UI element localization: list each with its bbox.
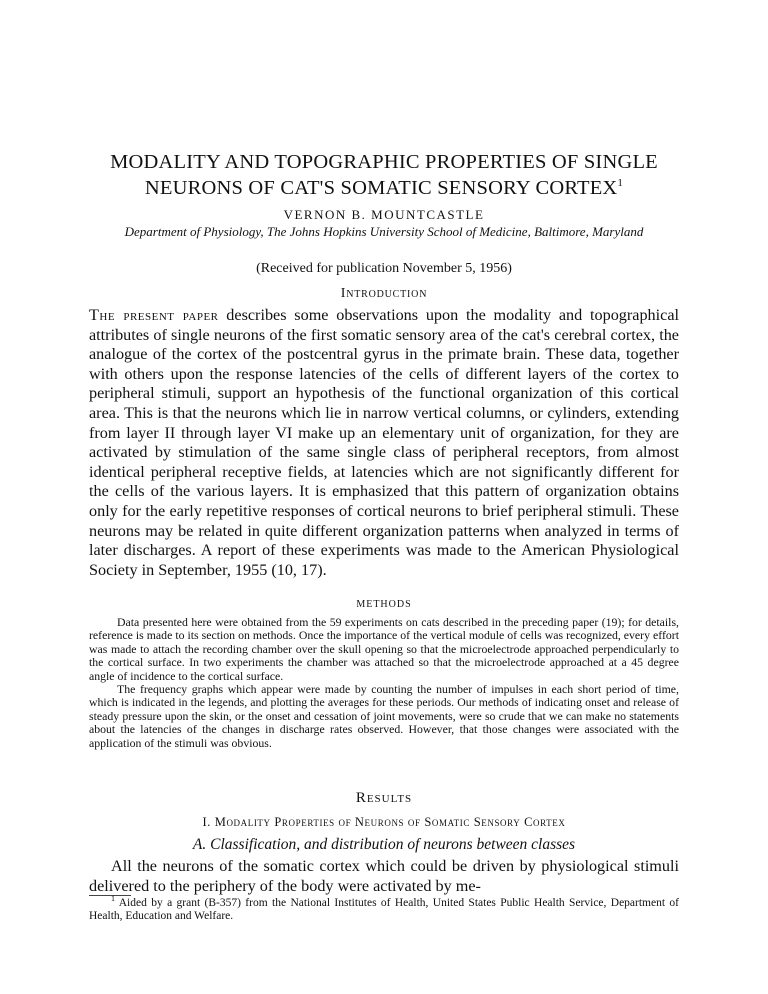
footnote-text: Aided by a grant (B-357) from the National Institutes of Health, United States Public Health Service, Department of Health, Education and Welfare. [89, 897, 679, 923]
introduction-paragraph [89, 306, 679, 580]
introduction-text: describes some observations upon the modality and topographical attributes of single neurons of the first somatic sensory area of the cat's cerebral cortex, the analogue of the cortex of the postcentral gyrus in the primate brain. These data, together with others upon the response latencies of the cells of different layers of the cortex to peripheral stimuli, support an hypothesis of the functional organization of this cortical area. This is that the neurons which lie in narrow vertical columns, or cylinders, extending from layer II through layer VI make up an elementary unit of organization, for they are activated by stimulation of the same single class of peripheral receptors, from almost identical peripheral receptive fields, at latencies which are not significantly different for the cells of the various layers. It is emphasized that this pattern of organization obtains only for the early repetitive responses of cortical neurons to brief peripheral stimuli. These neurons may be related in quite different organization patterns when analyzed in terms of later discharges. A report of these experiments was made to the American Physiological Society in September, 1955 (10, 17). [89, 306, 680, 579]
footnote-mark: 1 [111, 894, 115, 904]
title-line-2-text: NEURONS OF CAT'S SOMATIC SENSORY CORTEX [144, 177, 618, 199]
title-footnote-mark: 1 [617, 177, 624, 190]
title-line-2 [60, 175, 708, 201]
title-line-1: MODALITY AND TOPOGRAPHIC PROPERTIES OF SINGLE [110, 151, 658, 173]
methods-paragraph-1: Data presented here were obtained from the 59 experiments on cats described in the preceding paper (19); for details, reference is made to its section on methods. Once the importance of the vertical module of cells was recognized, every effort was made to attach the recording chamber over the skull opening so that the microelectrode approached perpendicularly to the cortical surface. In two experiments the chamber was attached so that the microelectrode approached at a 45 degree angle of incidence to the cortical surface. [89, 615, 679, 683]
methods-heading: METHODS [356, 599, 412, 610]
results-subheading-2: A. Classification, and distribution of neurons between classes [192, 836, 576, 853]
introduction-lead: The present paper [89, 306, 219, 324]
footnote-divider [89, 895, 131, 896]
author-affiliation: Department of Physiology, The Johns Hopkins University School of Medicine, Baltimore, Maryland [124, 224, 644, 239]
introduction-heading: Introduction [340, 286, 428, 301]
results-subheading-1: I. Modality Properties of Neurons of Somatic Sensory Cortex [202, 815, 566, 829]
footnote [89, 894, 679, 923]
results-paragraph: All the neurons of the somatic cortex which could be driven by physiological stimuli delivered to the periphery of the body were activated by me- [89, 857, 679, 895]
received-date: (Received for publication November 5, 1956) [256, 261, 512, 276]
methods-paragraph-2: The frequency graphs which appear were made by counting the number of impulses in each short period of time, which is indicated in the legends, and plotting the averages for these periods. Our methods of indicating onset and release of steady pressure upon the skin, or the onset and cessation of joint movements, were so crude that we can make no statements about the latencies of the changes in discharge rates observed. However, that those changes were associated with the application of the stimuli was obvious. [89, 682, 679, 750]
author-name: VERNON B. MOUNTCASTLE [283, 207, 485, 222]
results-heading: Results [355, 790, 413, 806]
methods-section [89, 616, 679, 750]
